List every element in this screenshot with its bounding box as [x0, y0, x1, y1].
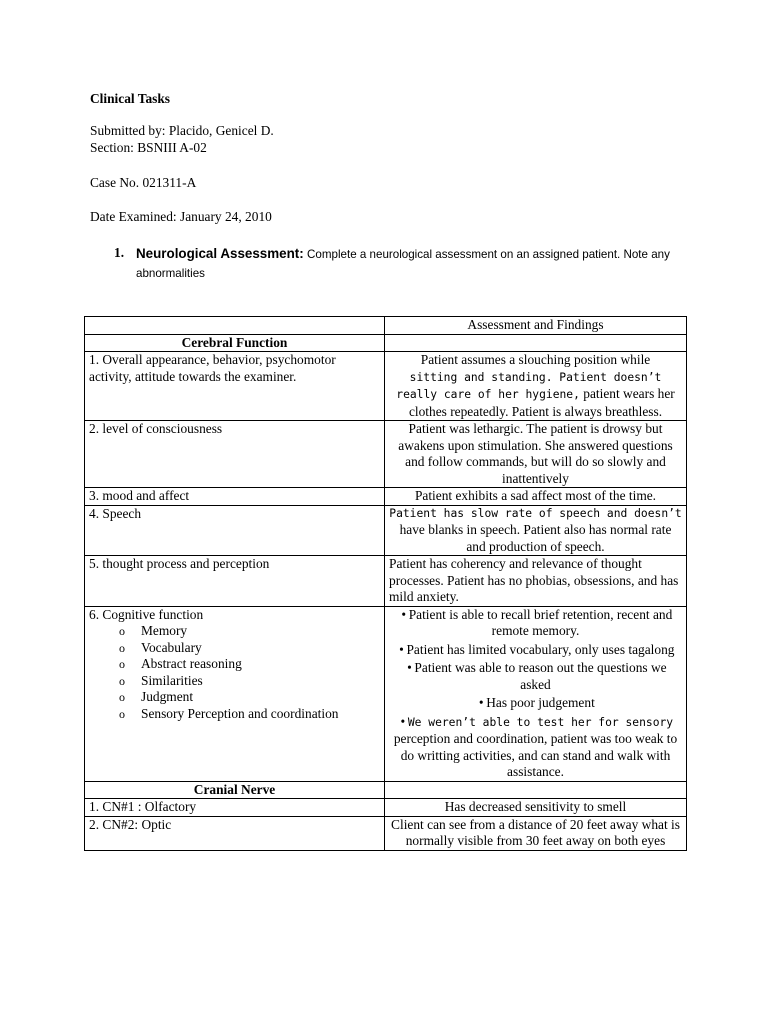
- finding-line: Patient assumes a slouching position while: [420, 352, 651, 367]
- bullet-icon: •: [400, 713, 406, 729]
- list-item: [389, 642, 682, 659]
- task-number: 1.: [114, 245, 125, 260]
- findings-bullets: [389, 607, 682, 781]
- row-label: 5. thought process and perception: [85, 556, 385, 607]
- row-label-cognitive: [85, 606, 385, 781]
- section-cerebral-function: Cerebral Function: [85, 334, 385, 352]
- row-finding: Patient was lethargic. The patient is drowsy but awakens upon stimulation. She answered questions and follow commands, but will do so slowly and inattentively: [385, 421, 687, 488]
- finding-line: have blanks in speech. Patient also has normal rate and production of speech.: [399, 522, 672, 554]
- row-label: 2. CN#2: Optic: [85, 816, 385, 850]
- row-label: 3. mood and affect: [85, 488, 385, 506]
- section-cranial-nerve: Cranial Nerve: [85, 781, 385, 799]
- cognitive-function-label: 6. Cognitive function: [89, 606, 204, 622]
- bullet-icon: •: [407, 660, 412, 675]
- list-item: [389, 607, 682, 640]
- task-heading: [136, 245, 696, 283]
- table-header-row: [85, 317, 687, 335]
- bullet-text: Has poor judgement: [486, 695, 595, 710]
- row-finding: Has decreased sensitivity to smell: [385, 799, 687, 817]
- task-description: Complete a neurological assessment on an assigned patient. Note any abnormalities: [136, 248, 670, 280]
- case-number: Case No. 021311-A: [90, 175, 197, 190]
- row-label: 4. Speech: [85, 505, 385, 556]
- bullet-icon: •: [401, 606, 407, 622]
- row-finding: Client can see from a distance of 20 feet away what is normally visible from 30 feet away on both eyes: [385, 816, 687, 850]
- bullet-text: We weren’t able to test her for sensory: [407, 715, 674, 729]
- list-item: o Vocabulary: [119, 640, 380, 657]
- list-item: [389, 695, 682, 712]
- table-row: [85, 488, 687, 506]
- section-line: Section: BSNIII A-02: [90, 140, 207, 155]
- table-row: [85, 556, 687, 607]
- row-finding: [385, 352, 687, 421]
- bullet-text: Patient has limited vocabulary, only uses tagalong: [406, 641, 675, 657]
- section-row-cranial: [85, 781, 687, 799]
- table-row: [85, 799, 687, 817]
- date-examined: Date Examined: January 24, 2010: [90, 209, 272, 224]
- row-finding: Patient exhibits a sad affect most of the time.: [385, 488, 687, 506]
- finding-line: patient wears her clothes repeatedly. Patient is always breathless.: [408, 386, 675, 419]
- bullet-text: Patient was able to reason out the questions we asked: [414, 660, 667, 692]
- table-row: [85, 816, 687, 850]
- bullet-text: perception and coordination, patient was too weak to do writting activities, and can stand and walk with assistance.: [393, 731, 678, 779]
- table-row: [85, 606, 687, 781]
- list-item: o Memory: [119, 623, 380, 640]
- list-item: [389, 714, 682, 781]
- row-label: 1. Overall appearance, behavior, psychomotor activity, attitude towards the examiner.: [85, 352, 385, 421]
- row-label: 2. level of consciousness: [85, 421, 385, 488]
- finding-line: Patient has slow rate of speech and doesn’t: [389, 506, 682, 520]
- document-title: Clinical Tasks: [90, 91, 171, 106]
- bullet-icon: •: [399, 641, 404, 657]
- row-finding: Patient has coherency and relevance of thought processes. Patient has no phobias, obsessions, and has mild anxiety.: [385, 556, 687, 607]
- list-item: o Similarities: [119, 673, 380, 690]
- row-label: 1. CN#1 : Olfactory: [85, 799, 385, 817]
- section-blank-cell: [385, 781, 687, 799]
- table-row: [85, 421, 687, 488]
- list-item: o Abstract reasoning: [119, 656, 380, 673]
- assessment-table: [84, 316, 687, 851]
- cognitive-subitems: [89, 623, 380, 722]
- list-item: o Judgment: [119, 689, 380, 706]
- finding-line: sitting and standing. Patient doesn’t really care of her hygiene,: [396, 370, 662, 401]
- list-item: [389, 660, 682, 693]
- row-finding: [385, 505, 687, 556]
- section-row-cerebral: [85, 334, 687, 352]
- bullet-icon: •: [478, 695, 484, 710]
- header-cell-findings: Assessment and Findings: [385, 317, 687, 335]
- bullet-text: Patient is able to recall brief retention, recent and remote memory.: [408, 606, 673, 638]
- table-row: [85, 505, 687, 556]
- section-blank-cell: [385, 334, 687, 352]
- list-item: o Sensory Perception and coordination: [119, 706, 380, 723]
- task-heading-title: Neurological Assessment:: [136, 246, 304, 261]
- table-row: [85, 352, 687, 421]
- row-finding-cognitive: [385, 606, 687, 781]
- submitted-by: Submitted by: Placido, Genicel D.: [90, 123, 274, 138]
- header-cell-empty: [85, 317, 385, 335]
